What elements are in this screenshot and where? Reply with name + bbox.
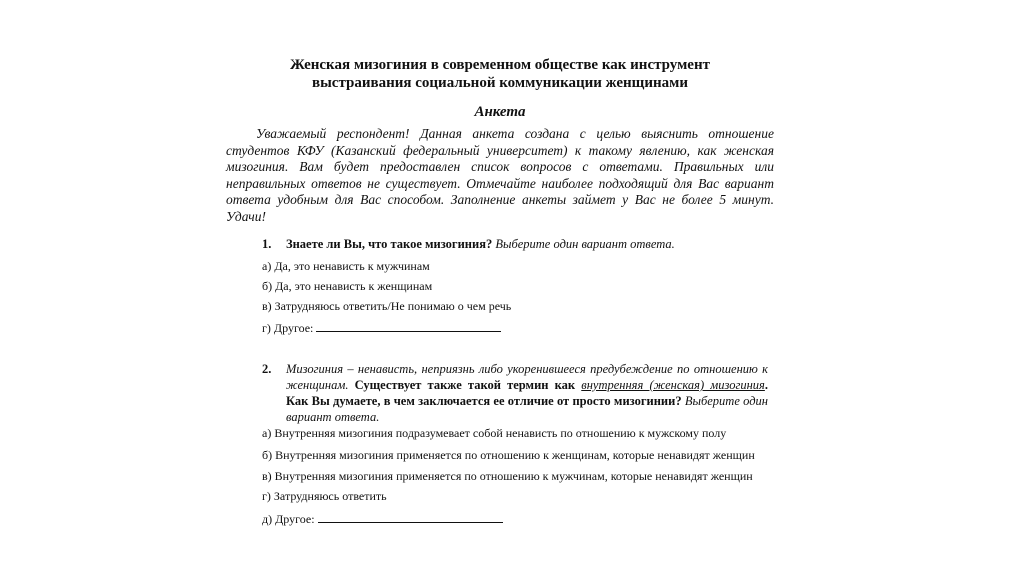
title-line-2: выстраивания социальной коммуникации женщинами (312, 75, 688, 91)
title-line-1: Женская мизогиния в современном обществе как инструмент (290, 57, 710, 73)
other-answer-blank[interactable] (316, 320, 501, 332)
other-answer-blank[interactable] (318, 511, 503, 523)
option-2e[interactable] (262, 511, 503, 527)
option-1b[interactable]: б) Да, это ненависть к женщинам (262, 279, 433, 293)
document-title (200, 56, 800, 92)
option-label: г) Другое: (262, 321, 317, 335)
document-subtitle: Анкета (474, 104, 526, 120)
term: внутренняя (женская) мизогиния (581, 378, 765, 392)
question-1 (262, 236, 768, 252)
intro-paragraph: Уважаемый респондент! Данная анкета создана с целью выяснить отношение студентов КФУ (Казанский федеральный университет) к такому явлению, как женская мизогиния. Вам будет предоставлен список вопросов с ответами. Правильных или неправильных ответов не существует. Отмечайте наиболее подходящий для Вас вариант ответа удобным для Вас способом. Заполнение анкеты займет у Вас не более 5 минут. Удачи! (226, 126, 774, 224)
option-2a[interactable]: а) Внутренняя мизогиния подразумевает собой ненависть по отношению к мужскому полу (262, 426, 727, 440)
question-2 (262, 361, 768, 425)
question-number: 1. (262, 237, 272, 251)
option-2d[interactable]: г) Затрудняюсь ответить (262, 489, 387, 503)
option-1c[interactable]: в) Затрудняюсь ответить/Не понимаю о чем речь (262, 299, 512, 313)
option-label: д) Другое: (262, 512, 318, 526)
option-1a[interactable]: а) Да, это ненависть к мужчинам (262, 259, 430, 273)
question-instruction: Выберите один вариант ответа. (286, 394, 768, 424)
option-2c[interactable]: в) Внутренняя мизогиния применяется по отношению к мужчинам, которые ненавидят женщин (262, 469, 753, 483)
question-text: Знаете ли Вы, что такое мизогиния? (286, 237, 493, 251)
option-2b[interactable]: б) Внутренняя мизогиния применяется по отношению к женщинам, которые ненавидят женщин (262, 448, 755, 462)
definition: Мизогиния – ненависть, неприязнь либо укоренившееся предубеждение по отношению к женщинам. (286, 362, 768, 392)
question-text-part: Существует также такой термин как (348, 378, 582, 392)
option-1d[interactable] (262, 320, 501, 336)
question-number: 2. (262, 362, 272, 376)
question-text-part: . Как Вы думаете, в чем заключается ее отличие от просто мизогинии? (286, 378, 768, 408)
question-instruction: Выберите один вариант ответа. (492, 237, 675, 251)
